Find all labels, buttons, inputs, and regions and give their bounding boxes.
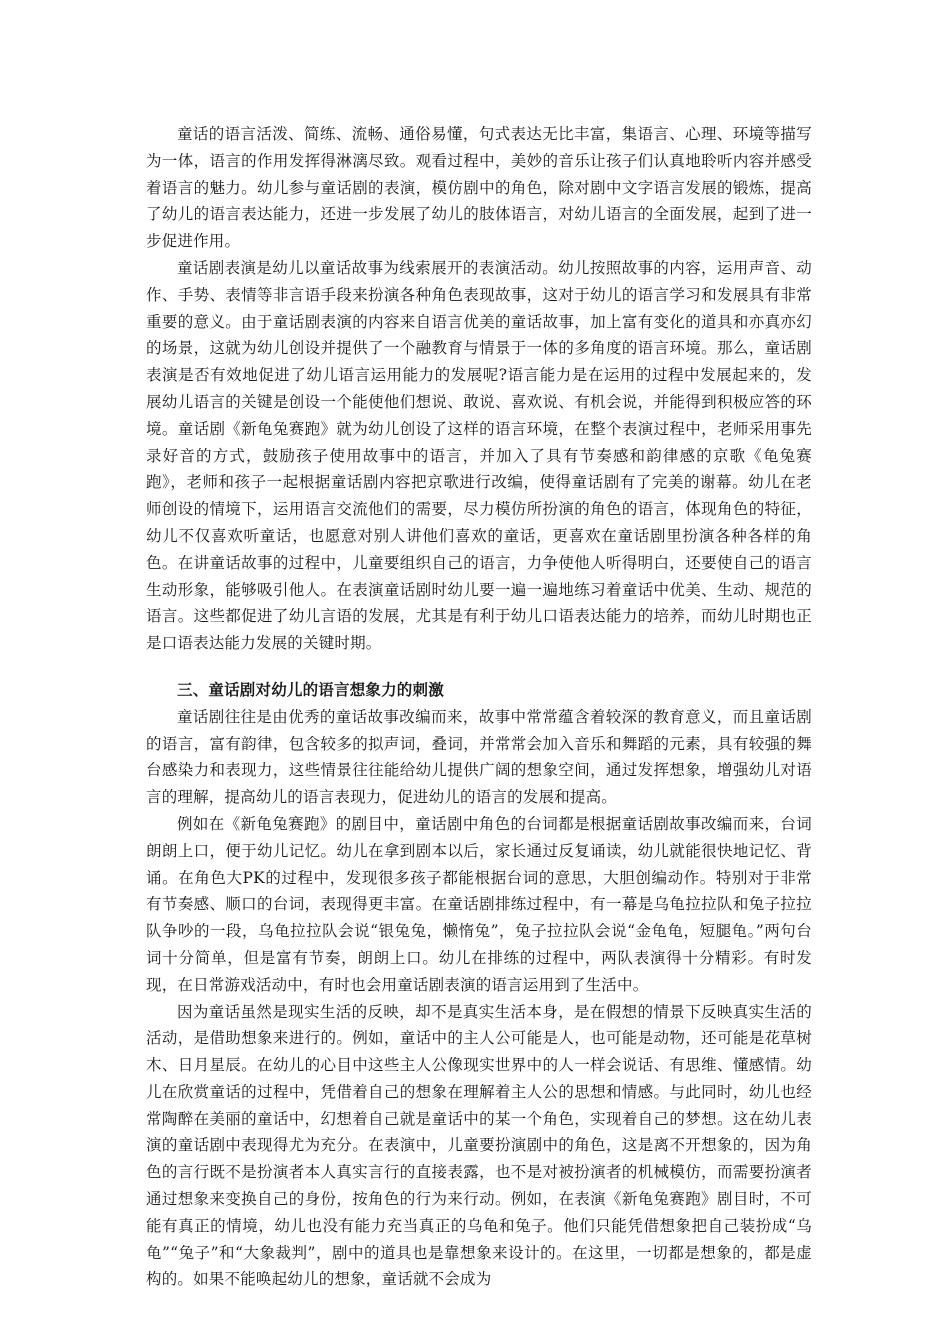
section-heading: 三、童话剧对幼儿的语言想象力的刺激: [177, 680, 444, 699]
paragraph-fairy-tale-performance: 童话剧表演是幼儿以童话故事为线索展开的表演活动。幼儿按照故事的内容，运用声音、动作、手势、表情等非言语手段来扮演各种角色表现故事，这对于幼儿的语言学习和发展具有非常重要的意义。由于童话剧表演的内容来自语言优美的童话故事，加上富有变化的道具和亦真亦幻的场景，这就为幼儿创设并提供了一个融教育与情景于一体的多角度的语言环境。那么，童话剧表演是否有效地促进了幼儿语言运用能力的发展呢?语言能力是在运用的过程中发展起来的，发展幼儿语言的关键是创设一个能使他们想说、敢说、喜欢说、有机会说，并能得到积极应答的环境。童话剧《新龟兔赛跑》就为幼儿创设了这样的语言环境，在整个表演过程中，老师采用事先录好音的方式，鼓励孩子使用故事中的语言，并加入了具有节奏感和韵律感的京歌《龟兔赛跑》，老师和孩子一起根据童话剧内容把京歌进行改编，使得童话剧有了完美的谢幕。幼儿在老师创设的情境下，运用语言交流他们的需要，尽力模仿所扮演的角色的语言，体现角色的特征，幼儿不仅喜欢听童话，也愿意对别人讲他们喜欢的童话，更喜欢在童话剧里扮演各种各样的角色。在讲童话故事的过程中，儿童要组织自己的语言，力争使他人听得明白，还要使自己的语言生动形象，能够吸引他人。在表演童话剧时幼儿要一遍一遍地练习着童话中优美、生动、规范的语言。这些都促进了幼儿言语的发展，尤其是有利于幼儿口语表达能力的培养，而幼儿时期也正是口语表达能力发展的关键时期。: [146, 258, 812, 653]
paragraph-tortoise-hare-example: 例如在《新龟兔赛跑》的剧目中，童话剧中角色的台词都是根据童话剧故事改编而来，台词朗朗上口，便于幼儿记忆。幼儿在拿到剧本以后，家长通过反复诵读，幼儿就能很快地记忆、背诵。在角色大PK的过程中，发现很多孩子都能根据台词的意思，大胆创编动作。特别对于非常有节奏感、顺口的台词，表现得更丰富。在童话剧排练过程中，有一幕是乌龟拉拉队和兔子拉拉队争吵的一段，乌龟拉拉队会说“银兔兔，懒惰兔”，兔子拉拉队会说“金龟龟，短腿龟。”两句台词十分简单，但是富有节奏，朗朗上口。幼儿在排练的过程中，两队表演得十分精彩。有时发现，在日常游戏活动中，有时也会用童话剧表演的语言运用到了生活中。: [146, 814, 812, 994]
document-body: [146, 121, 812, 1293]
paragraph-language-features: 童话的语言活泼、简练、流畅、通俗易懂，句式表达无比丰富，集语言、心理、环境等描写为一体，语言的作用发挥得淋漓尽致。观看过程中，美妙的音乐让孩子们认真地聆听内容并感受着语言的魅力。幼儿参与童话剧的表演，模仿剧中的角色，除对剧中文字语言发展的锻炼，提高了幼儿的语言表达能力，还进一步发展了幼儿的肢体语言，对幼儿语言的全面发展，起到了进一步促进作用。: [146, 125, 812, 251]
paragraph-imagination-stimulus: 童话剧往往是由优秀的童话故事改编而来，故事中常常蕴含着较深的教育意义，而且童话剧的语言，富有韵律，包含较多的拟声词，叠词，并常常会加入音乐和舞蹈的元素，具有较强的舞台感染力和表现力，这些情景往往能给幼儿提供广阔的想象空间，通过发挥想象，增强幼儿对语言的理解，提高幼儿的语言表现力，促进幼儿的语言的发展和提高。: [146, 707, 812, 807]
paragraph-reality-and-imagination: 因为童话虽然是现实生活的反映，却不是真实生活本身，是在假想的情景下反映真实生活的活动，是借助想象来进行的。例如，童话中的主人公可能是人，也可能是动物，还可能是花草树木、日月星辰。在幼儿的心目中这些主人公像现实世界中的人一样会说话、有思维、懂感情。幼儿在欣赏童话的过程中，凭借着自己的想象在理解着主人公的思想和情感。与此同时，幼儿也经常陶醉在美丽的童话中，幻想着自己就是童话中的某一个角色，实现着自己的梦想。这在幼儿表演的童话剧中表现得尤为充分。在表演中，儿童要扮演剧中的角色，这是离不开想象的，因为角色的言行既不是扮演者本人真实言行的直接表露，也不是对被扮演者的机械模仿，而需要扮演者通过想象来变换自己的身份，按角色的行为来行动。例如，在表演《新龟兔赛跑》剧目时，不可能有真正的情境，幼儿也没有能力充当真正的乌龟和兔子。他们只能凭借想象把自己装扮成“乌龟”“兔子”和“大象裁判”，剧中的道具也是靠想象来设计的。在这里，一切都是想象的，都是虚构的。如果不能唤起幼儿的想象，童话就不会成为: [146, 1002, 812, 1289]
